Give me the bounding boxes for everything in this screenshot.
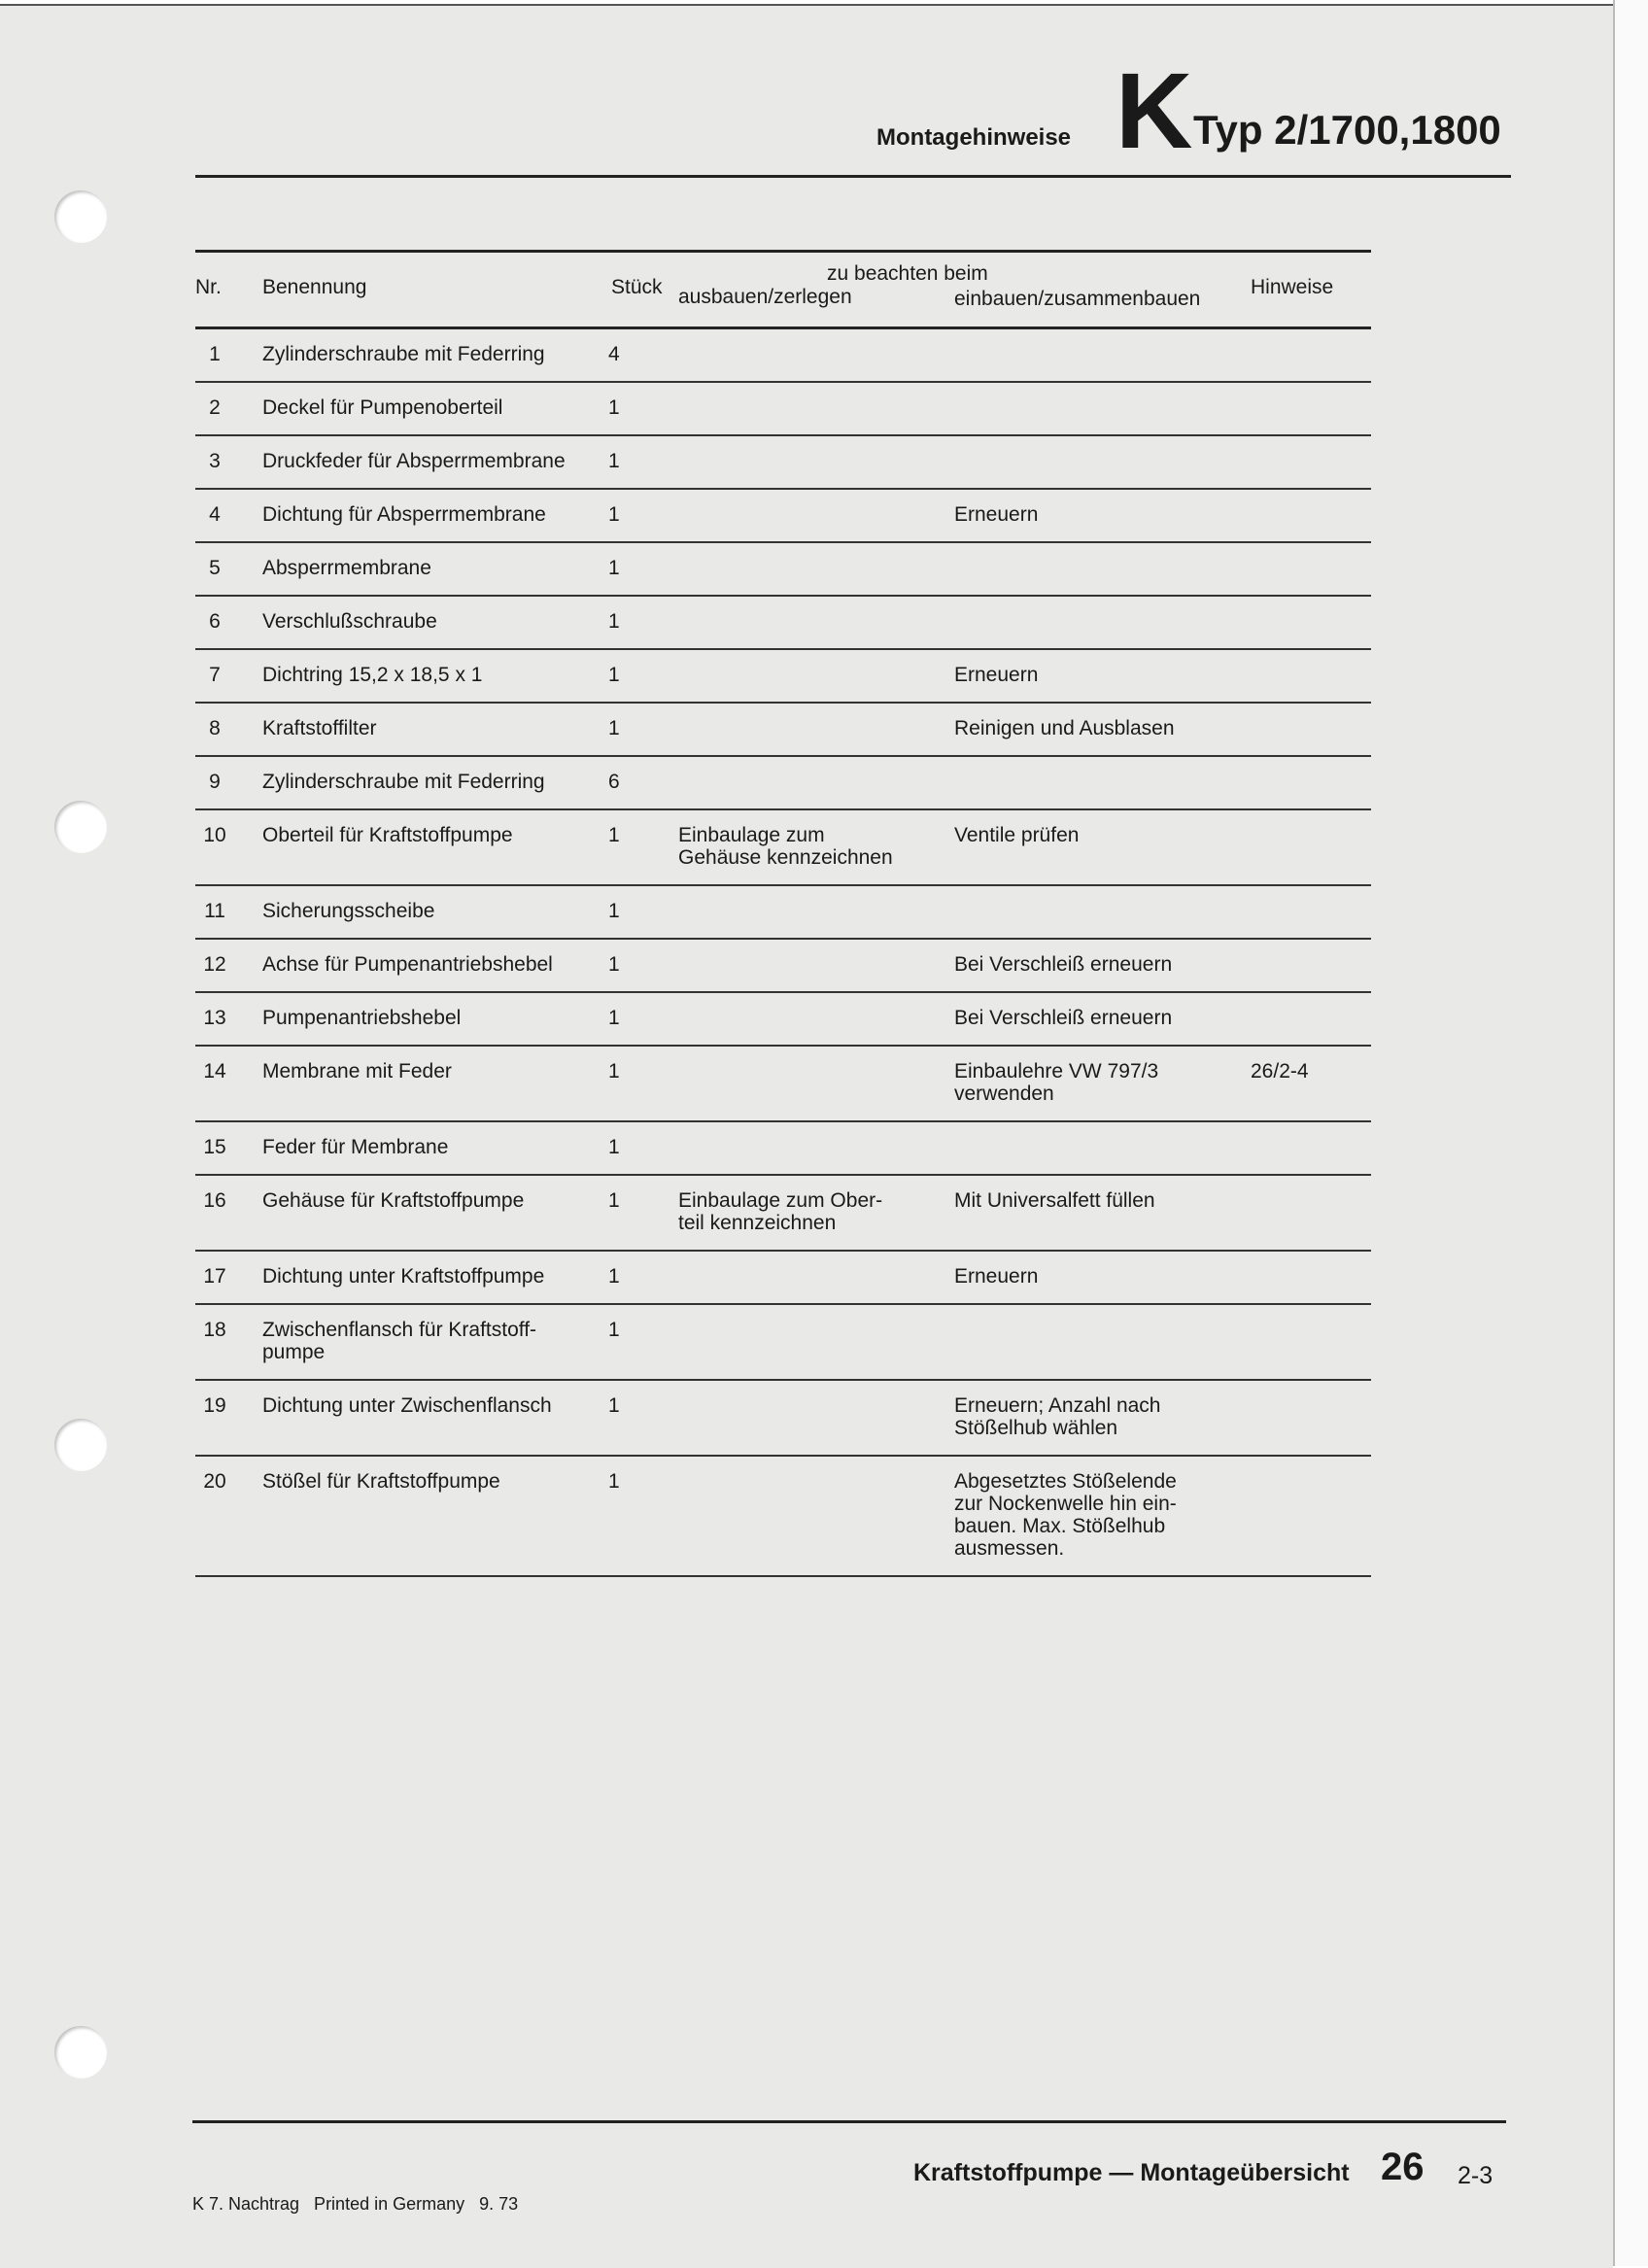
col-notes: Hinweise [1251, 276, 1334, 298]
quantity: 1 [608, 1060, 620, 1082]
install-note: Erneuern; Anzahl nach Stößelhub wählen [954, 1394, 1161, 1439]
table-row [195, 1122, 1371, 1176]
part-name: Absperrmembrane [262, 557, 431, 579]
row-number: 5 [209, 557, 221, 579]
part-name: Deckel für Pumpenoberteil [262, 396, 503, 419]
row-number: 17 [203, 1265, 226, 1288]
print-info: K 7. Nachtrag Printed in Germany 9. 73 [192, 2194, 519, 2214]
row-number: 11 [204, 900, 225, 922]
table-row [195, 810, 1371, 886]
quantity: 1 [608, 1319, 620, 1341]
section-letter: K [1116, 52, 1189, 171]
install-note: Erneuern [954, 503, 1039, 526]
table-header [195, 253, 1371, 329]
page-number-minor: 2-3 [1458, 2162, 1494, 2189]
table-row [195, 383, 1371, 436]
table-row [195, 704, 1371, 757]
table-row [195, 886, 1371, 940]
install-note: Abgesetztes Stößelende zur Nockenwelle hin ein- bauen. Max. Stößelhub ausmessen. [954, 1470, 1177, 1560]
col-remove: ausbauen/zerlegen [678, 286, 852, 308]
table-row [195, 1252, 1371, 1305]
vehicle-type: Typ 2/1700,1800 [1193, 107, 1501, 153]
table-row [195, 1381, 1371, 1457]
page-number-major: 26 [1381, 2146, 1425, 2188]
install-note: Bei Verschleiß erneuern [954, 953, 1173, 976]
part-name: Dichtung unter Kraftstoffpumpe [262, 1265, 545, 1288]
table-row [195, 1457, 1371, 1577]
part-name: Sicherungsscheibe [262, 900, 435, 922]
row-number: 7 [209, 664, 221, 686]
table-row [195, 436, 1371, 490]
parts-table [195, 250, 1371, 1577]
table-row [195, 993, 1371, 1047]
row-number: 13 [203, 1007, 226, 1029]
quantity: 1 [608, 503, 620, 526]
install-note: Einbaulehre VW 797/3 verwenden [954, 1060, 1159, 1105]
quantity: 1 [608, 1189, 620, 1212]
table-row [195, 329, 1371, 383]
quantity: 1 [608, 1265, 620, 1288]
row-number: 12 [203, 953, 226, 976]
footer-rule [192, 2120, 1506, 2123]
table-body [195, 329, 1371, 1577]
part-name: Gehäuse für Kraftstoffpumpe [262, 1189, 525, 1212]
remove-note: Einbaulage zum Gehäuse kennzeichnen [678, 824, 893, 869]
row-number: 14 [203, 1060, 226, 1082]
col-install: einbauen/zusammenbauen [954, 288, 1201, 310]
row-number: 4 [209, 503, 221, 526]
row-number: 10 [203, 824, 226, 846]
table-row [195, 597, 1371, 650]
quantity: 1 [608, 717, 620, 739]
remove-note: Einbaulage zum Ober- teil kennzeichnen [678, 1189, 883, 1234]
row-number: 8 [209, 717, 221, 739]
row-number: 18 [203, 1319, 226, 1341]
col-group: zu beachten beim [827, 262, 988, 285]
part-name: Zwischenflansch für Kraftstoff- pumpe [262, 1319, 537, 1363]
row-number: 15 [203, 1136, 226, 1158]
part-name: Dichtung unter Zwischenflansch [262, 1394, 552, 1417]
quantity: 1 [608, 1394, 620, 1417]
quantity: 6 [608, 771, 620, 793]
table-row [195, 543, 1371, 597]
install-note: Erneuern [954, 1265, 1039, 1288]
quantity: 1 [608, 1470, 620, 1493]
row-number: 2 [209, 396, 221, 419]
part-name: Membrane mit Feder [262, 1060, 452, 1082]
part-name: Verschlußschraube [262, 610, 437, 633]
part-name: Feder für Membrane [262, 1136, 449, 1158]
quantity: 1 [608, 824, 620, 846]
quantity: 1 [608, 953, 620, 976]
part-name: Oberteil für Kraftstoffpumpe [262, 824, 513, 846]
part-name: Dichtung für Absperrmembrane [262, 503, 546, 526]
punch-hole [54, 801, 107, 853]
row-number: 3 [209, 450, 221, 472]
footer-title: Kraftstoffpumpe — Montageübersicht [913, 2159, 1350, 2186]
row-number: 9 [209, 771, 221, 793]
reference: 26/2-4 [1251, 1060, 1309, 1082]
col-nr: Nr. [195, 276, 222, 298]
punch-hole [54, 2026, 107, 2079]
header-rule [195, 175, 1511, 178]
quantity: 1 [608, 1007, 620, 1029]
table-row [195, 490, 1371, 543]
part-name: Druckfeder für Absperrmembrane [262, 450, 566, 472]
install-note: Ventile prüfen [954, 824, 1080, 846]
col-name: Benennung [262, 276, 367, 298]
part-name: Pumpenantriebshebel [262, 1007, 462, 1029]
part-name: Stößel für Kraftstoffpumpe [262, 1470, 500, 1493]
row-number: 6 [209, 610, 221, 633]
table-row [195, 1305, 1371, 1381]
part-name: Zylinderschraube mit Federring [262, 771, 545, 793]
install-note: Reinigen und Ausblasen [954, 717, 1175, 739]
punch-hole [54, 190, 107, 243]
header-subtitle: Montagehinweise [876, 124, 1072, 151]
table-row [195, 1176, 1371, 1252]
table-row [195, 1047, 1371, 1122]
install-note: Erneuern [954, 664, 1039, 686]
quantity: 1 [608, 396, 620, 419]
col-qty: Stück [611, 276, 663, 298]
part-name: Kraftstoffilter [262, 717, 377, 739]
quantity: 1 [608, 1136, 620, 1158]
part-name: Achse für Pumpenantriebshebel [262, 953, 553, 976]
row-number: 1 [209, 343, 221, 365]
table-row [195, 757, 1371, 810]
table-row [195, 650, 1371, 704]
install-note: Bei Verschleiß erneuern [954, 1007, 1173, 1029]
quantity: 1 [608, 450, 620, 472]
punch-hole [54, 1419, 107, 1471]
part-name: Zylinderschraube mit Federring [262, 343, 545, 365]
part-name: Dichtring 15,2 x 18,5 x 1 [262, 664, 483, 686]
table-row [195, 940, 1371, 993]
quantity: 1 [608, 664, 620, 686]
quantity: 1 [608, 900, 620, 922]
row-number: 20 [203, 1470, 226, 1493]
install-note: Mit Universalfett füllen [954, 1189, 1155, 1212]
row-number: 16 [203, 1189, 226, 1212]
quantity: 4 [608, 343, 620, 365]
quantity: 1 [608, 610, 620, 633]
quantity: 1 [608, 557, 620, 579]
row-number: 19 [203, 1394, 226, 1417]
page-edge [1613, 0, 1648, 2266]
